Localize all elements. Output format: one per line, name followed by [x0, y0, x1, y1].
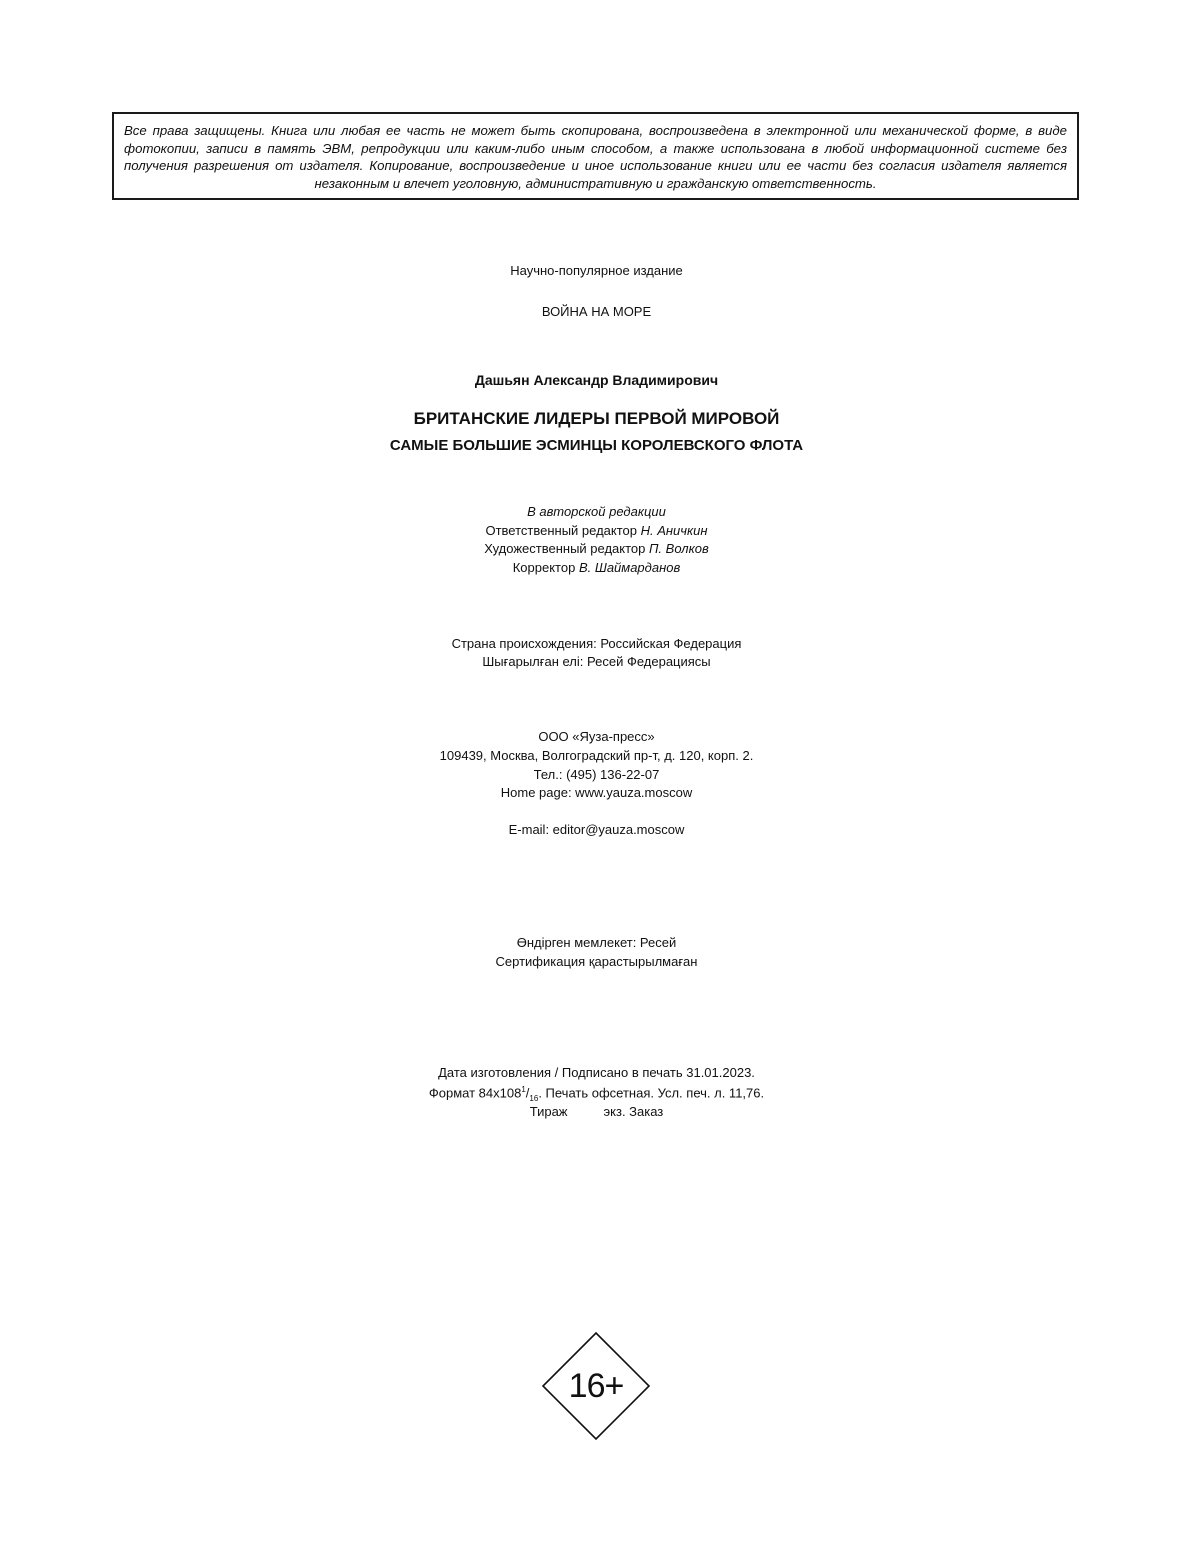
- publisher-homepage: Home page: www.yauza.moscow: [500, 785, 693, 800]
- publisher-phone: Тел.: (495) 136-22-07: [533, 767, 660, 782]
- editor-name: Н. Аничкин: [640, 523, 708, 538]
- author-name: Дашьян Александр Владимирович: [474, 372, 719, 388]
- proofreader-label: Корректор: [512, 560, 576, 575]
- copyright-notice: [112, 112, 1079, 200]
- format-fraction-denominator: 16: [529, 1093, 539, 1103]
- circulation-suffix: экз. Заказ: [603, 1104, 664, 1119]
- manufacturer-country: Өндірген мемлекет: Ресей: [516, 935, 677, 950]
- print-date: Дата изготовления / Подписано в печать 31.01.2023.: [438, 1065, 755, 1080]
- publisher-name: ООО «Яуза-пресс»: [538, 729, 655, 744]
- series-name: ВОЙНА НА МОРЕ: [541, 304, 652, 319]
- print-format: [0, 1085, 1193, 1103]
- certification-note: Сертификация қарастырылмаған: [495, 954, 698, 969]
- editor-label: Ответственный редактор: [485, 523, 637, 538]
- art-editor-credit: [0, 541, 1193, 556]
- proofreader-name: В. Шаймарданов: [578, 560, 681, 575]
- proofreader-credit: [0, 560, 1193, 575]
- origin-country-kz: Шығарылған елі: Ресей Федерациясы: [482, 654, 711, 669]
- format-fraction-slash: /: [525, 1085, 530, 1101]
- art-editor-label: Художественный редактор: [484, 541, 646, 556]
- format-suffix: . Печать офсетная. Усл. печ. л. 11,76.: [538, 1085, 765, 1101]
- publisher-email: E-mail: editor@yauza.moscow: [508, 822, 685, 837]
- edition-type: Научно-популярное издание: [510, 263, 683, 278]
- age-rating-text: 16+: [568, 1366, 624, 1405]
- origin-country-ru: Страна происхождения: Российская Федерация: [451, 636, 742, 651]
- copyright-text: Все права защищены. Книга или любая ее часть не может быть скопирована, воспроизведена в электронной или механической форме, в виде фотокопии, записи в память ЭВМ, репродукции или каким-либо иным способом, а также использована в любой информационной системе без получения разрешения от издателя. Копирование, воспроизведение и иное использование книги или ее части без согласия издателя является незаконным и влечет уголовную, административную и гражданскую ответственность.: [124, 123, 1067, 191]
- editor-credit: [0, 523, 1193, 538]
- book-subtitle: САМЫЕ БОЛЬШИЕ ЭСМИНЦЫ КОРОЛЕВСКОГО ФЛОТА: [389, 437, 804, 454]
- publisher-address: 109439, Москва, Волгоградский пр-т, д. 120, корп. 2.: [439, 748, 754, 763]
- art-editor-name: П. Волков: [649, 541, 709, 556]
- format-fraction-numerator: 1: [521, 1085, 526, 1094]
- format-prefix: Формат 84х108: [428, 1085, 522, 1101]
- circulation-label: Тираж: [529, 1104, 568, 1119]
- book-title: БРИТАНСКИЕ ЛИДЕРЫ ПЕРВОЙ МИРОВОЙ: [413, 409, 780, 428]
- age-rating-badge: [541, 1331, 651, 1441]
- circulation-line: [0, 1104, 1193, 1119]
- edition-note: В авторской редакции: [527, 504, 666, 519]
